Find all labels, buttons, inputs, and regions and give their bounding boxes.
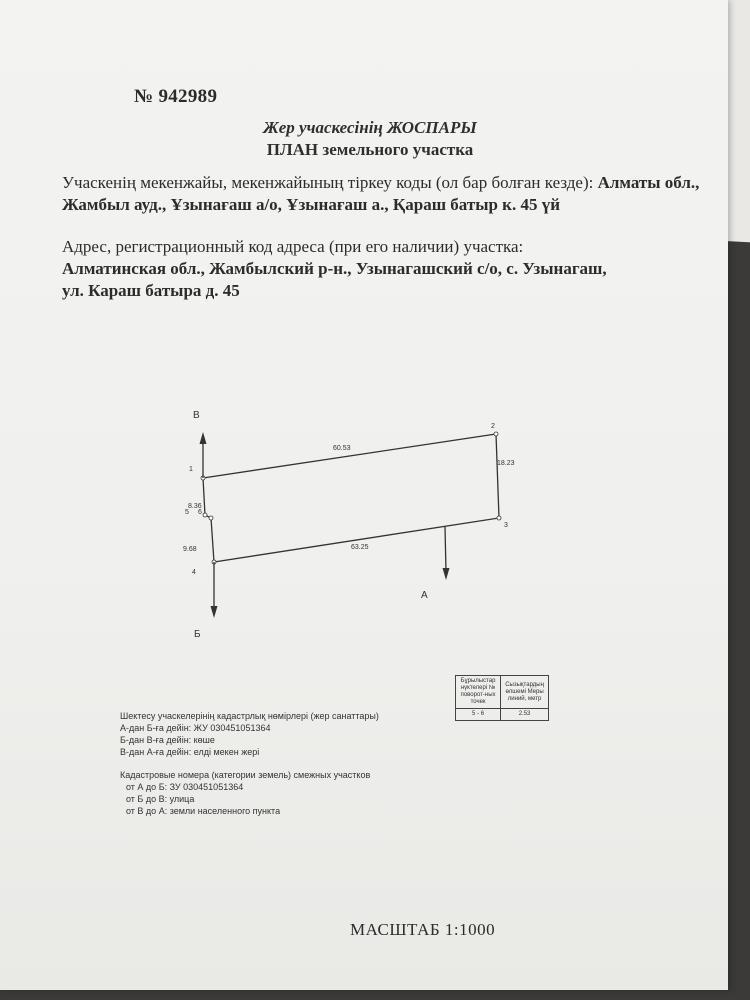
address-russian-line1: Алматинская обл., Жамбылский р-н., Узынагашский с/о, с. Узынагаш, xyxy=(62,259,607,278)
vertex-3 xyxy=(497,516,501,520)
point-label-4: 4 xyxy=(192,569,196,576)
turning-points-table xyxy=(455,675,549,721)
point-label-1: 1 xyxy=(189,466,193,473)
scale-label: МАСШТАБ 1:1000 xyxy=(350,920,496,939)
point-label-3: 3 xyxy=(504,522,508,529)
point-label-5: 5 xyxy=(185,509,189,516)
point-label-2: 2 xyxy=(491,423,495,430)
table-row xyxy=(456,709,549,721)
edge-length-3-4: 63.25 xyxy=(351,544,369,551)
adjacent-kazakh-ab: А-дан Б-ға дейін: ЖУ 030451051364 xyxy=(120,723,271,733)
plot-boundary xyxy=(203,434,499,562)
east-arrow-head xyxy=(443,568,450,580)
table-header-points: Бұрылыстар нүктелері № поворот-ных точек xyxy=(456,676,501,709)
adjacent-kazakh-heading: Шектесу учаскелерінің кадастрлық нөмірлері (жер санаттары) xyxy=(120,711,379,721)
address-russian-line2: ул. Караш батыра д. 45 xyxy=(62,281,240,300)
edge-length-2-3: 18.23 xyxy=(497,460,515,467)
point-label-6: 6 xyxy=(198,509,202,516)
vertex-6 xyxy=(209,516,213,520)
direction-south-label: Б xyxy=(194,629,201,640)
address-kazakh-value: Алматы обл., Жамбыл ауд., Ұзынағаш а/о, Ұзынағаш а., Қараш батыр к. 45 үй xyxy=(62,173,700,214)
table-header-lengths: Сызықтардың өлшемі Меры линий, метр xyxy=(501,676,549,709)
address-kazakh-label: Учаскенің мекенжайы, мекенжайының тіркеу коды (ол бар болған кезде): xyxy=(62,173,594,192)
table-cell-points: 5 - 6 xyxy=(456,709,501,721)
adjacent-kazakh-bv: Б-дан В-ға дейін: көше xyxy=(120,735,215,745)
adjacent-plots-kazakh xyxy=(120,710,379,758)
adjacent-russian-heading: Кадастровые номера (категории земель) смежных участков xyxy=(120,770,371,780)
table-cell-length: 2.53 xyxy=(501,709,549,721)
direction-north-label: В xyxy=(193,410,200,421)
edge-length-5-1: 8.36 xyxy=(188,503,202,510)
north-arrow-head xyxy=(200,432,207,444)
document-number: № 942989 xyxy=(134,86,218,107)
title-russian: ПЛАН земельного участка xyxy=(266,140,474,159)
vertex-5 xyxy=(203,513,207,517)
south-arrow-head xyxy=(211,606,218,618)
vertex-2 xyxy=(494,432,498,436)
adjacent-russian-va: от В до А: земли населенного пункта xyxy=(126,806,281,816)
edge-length-1-2: 60.53 xyxy=(333,445,351,452)
table-header-row xyxy=(456,676,549,709)
adjacent-russian-ab: от А до Б: ЗУ 030451051364 xyxy=(126,782,244,792)
title-kazakh: Жер учаскесінің ЖОСПАРЫ xyxy=(263,118,477,137)
adjacent-kazakh-va: В-дан А-ға дейін: елді мекен жері xyxy=(120,747,260,757)
address-russian-label: Адрес, регистрационный код адреса (при его наличии) участка: xyxy=(62,237,524,256)
direction-east-label: А xyxy=(421,590,428,601)
east-arrow-line xyxy=(445,527,446,572)
edge-length-4-5: 9.68 xyxy=(183,546,197,553)
adjacent-plots-russian xyxy=(120,769,370,817)
adjacent-russian-bv: от Б до В: улица xyxy=(126,794,195,804)
